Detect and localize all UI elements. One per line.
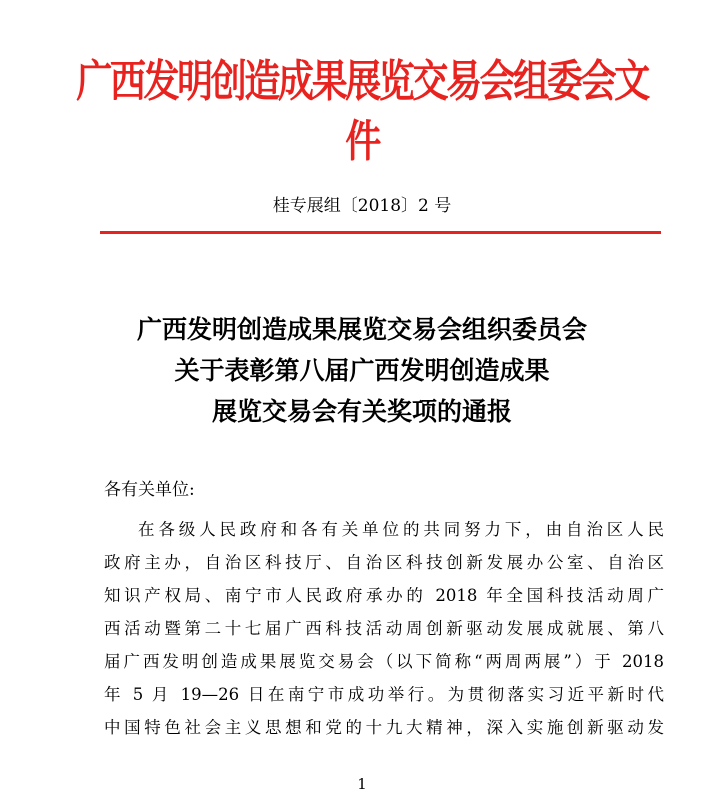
notice-title-line: 广西发明创造成果展览交易会组织委员会 — [136, 315, 587, 344]
document-number: 桂专展组〔2018〕2 号 — [272, 196, 452, 216]
body-line: 届广西发明创造成果展览交易会（以下简称“两周两展”）于 2018 — [104, 652, 664, 671]
body-line: 知识产权局、南宁市人民政府承办的 2018 年全国科技活动周广 — [104, 586, 664, 605]
header-divider — [100, 231, 661, 234]
body-paragraph — [104, 513, 664, 744]
body-line: 政府主办，自治区科技厅、自治区科技创新发展办公室、自治区 — [104, 553, 664, 572]
body-line: 西活动暨第二十七届广西科技活动周创新驱动发展成就展、第八 — [104, 619, 664, 638]
notice-title-line: 展览交易会有关奖项的通报 — [211, 397, 512, 426]
body-line: 在各级人民政府和各有关单位的共同努力下，由自治区人民 — [138, 520, 664, 539]
salutation: 各有关单位: — [104, 480, 195, 500]
body-line: 中国特色社会主义思想和党的十九大精神，深入实施创新驱动发 — [104, 718, 664, 737]
notice-title — [0, 309, 724, 432]
notice-title-line: 关于表彰第八届广西发明创造成果 — [174, 356, 550, 385]
page-number: 1 — [357, 775, 367, 793]
body-line: 年 5 月 19—26 日在南宁市成功举行。为贯彻落实习近平新时代 — [104, 685, 664, 704]
document-header-title: 广西发明创造成果展览交易会组委会文件 — [76, 56, 648, 167]
